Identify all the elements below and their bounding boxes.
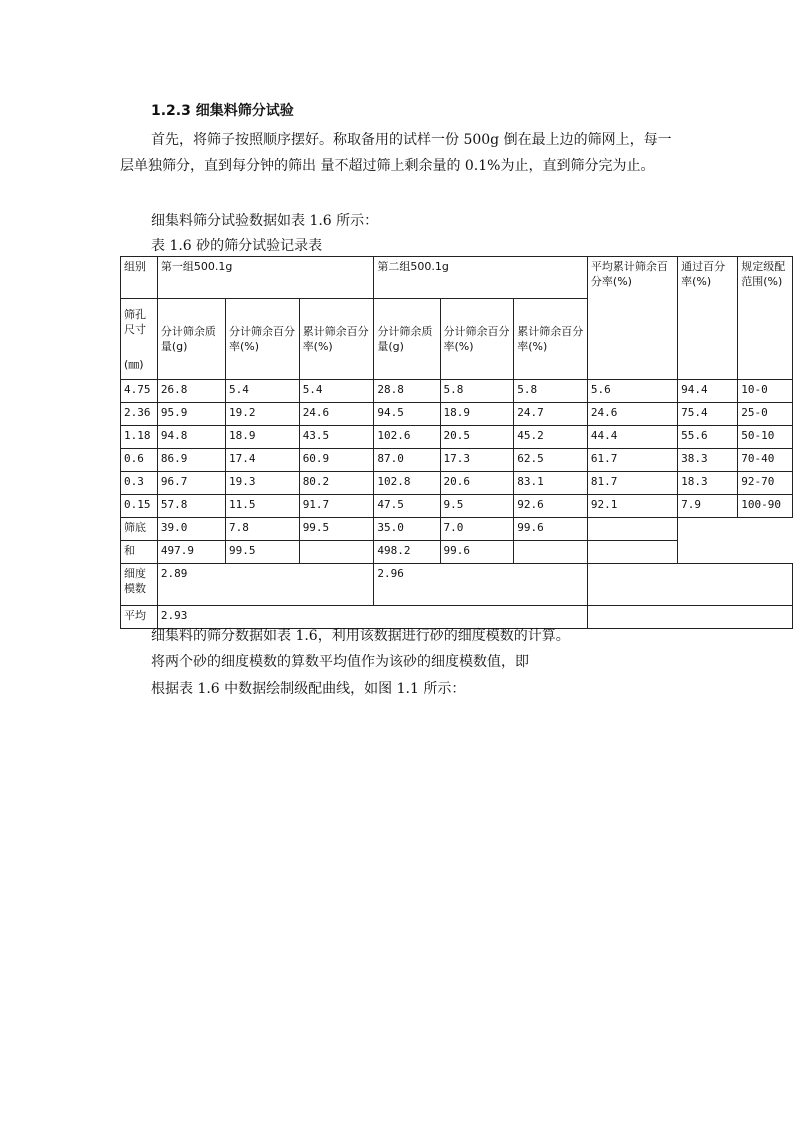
average-blank xyxy=(587,606,792,629)
mass1-cell: 26.8 xyxy=(157,380,225,403)
spec-range-cell: 70-40 xyxy=(738,449,793,472)
table-header-row xyxy=(121,257,793,299)
percent2-cell: 20.5 xyxy=(440,426,514,449)
avg-cumulative-cell: 44.4 xyxy=(587,426,677,449)
blank-area xyxy=(678,518,793,564)
average-label: 平均 xyxy=(121,606,158,629)
sieve-bottom-row xyxy=(121,518,793,541)
sieve-size-cell: 0.6 xyxy=(121,449,158,472)
passing-percent-cell: 7.9 xyxy=(678,495,738,518)
percent2-cell: 7.0 xyxy=(440,518,514,541)
passing-percent-cell: 75.4 xyxy=(678,403,738,426)
percent2-cell: 20.6 xyxy=(440,472,514,495)
avg-cumulative-cell xyxy=(587,541,677,564)
avg-cumulative-cell: 61.7 xyxy=(587,449,677,472)
percent1-cell: 5.4 xyxy=(225,380,299,403)
table-row xyxy=(121,449,793,472)
fineness-blank xyxy=(587,564,792,606)
cumulative1-cell: 24.6 xyxy=(299,403,374,426)
cumulative2-cell: 5.8 xyxy=(514,380,588,403)
avg-cumulative-cell: 92.1 xyxy=(587,495,677,518)
fineness-group2: 2.96 xyxy=(374,564,588,606)
passing-percent-cell: 18.3 xyxy=(678,472,738,495)
cumulative2-cell xyxy=(514,541,588,564)
mass2-cell: 498.2 xyxy=(374,541,440,564)
table-intro-line: 细集料筛分试验数据如表 1.6 所示： xyxy=(151,213,379,229)
percent1-cell: 11.5 xyxy=(225,495,299,518)
spec-range-cell: 50-10 xyxy=(738,426,793,449)
mass2-cell: 94.5 xyxy=(374,403,440,426)
sieve-size-cell: 1.18 xyxy=(121,426,158,449)
cumulative2-cell: 45.2 xyxy=(514,426,588,449)
percent1-cell: 19.3 xyxy=(225,472,299,495)
spec-range-cell: 92-70 xyxy=(738,472,793,495)
after-line-3: 根据表 1.6 中数据绘制级配曲线，如图 1.1 所示： xyxy=(151,681,466,697)
passing-percent-cell: 38.3 xyxy=(678,449,738,472)
cumulative2-cell: 99.6 xyxy=(514,518,588,541)
cumulative1-cell: 5.4 xyxy=(299,380,374,403)
intro-paragraph: 首先，将筛子按照顺序摆好。称取备用的试样一份 500g 倒在最上边的筛网上，每一层单独筛分，直到每分钟的筛出 量不超过筛上剩余量的 0.1%为止，直到筛分完为止。 xyxy=(120,132,672,174)
sieve-size-cell: 0.15 xyxy=(121,495,158,518)
sieve-size-label-cell xyxy=(121,299,158,380)
mass1-cell: 497.9 xyxy=(157,541,225,564)
avg-cumulative-header: 平均累计筛余百分率(%) xyxy=(587,257,677,380)
after-line-1: 细集料的筛分数据如表 1.6，利用该数据进行砂的细度模数的计算。 xyxy=(151,628,570,644)
table-row xyxy=(121,495,793,518)
passing-percent-cell: 55.6 xyxy=(678,426,738,449)
percent1-cell: 99.5 xyxy=(225,541,299,564)
percent1-cell: 18.9 xyxy=(225,426,299,449)
percent2-cell: 5.8 xyxy=(440,380,514,403)
mass1-cell: 86.9 xyxy=(157,449,225,472)
cumulative2-cell: 92.6 xyxy=(514,495,588,518)
mass2-cell: 28.8 xyxy=(374,380,440,403)
passing-percent-cell: 94.4 xyxy=(678,380,738,403)
fineness-row xyxy=(121,564,793,606)
percent2-cell: 18.9 xyxy=(440,403,514,426)
sub-header-mass-2: 分计筛余质量(g) xyxy=(374,299,440,380)
percent2-cell: 17.3 xyxy=(440,449,514,472)
sieve-bottom-label: 筛底 xyxy=(121,518,158,541)
fineness-label: 细度模数 xyxy=(121,564,158,606)
percent1-cell: 17.4 xyxy=(225,449,299,472)
cumulative2-cell: 62.5 xyxy=(514,449,588,472)
sieve-analysis-table xyxy=(120,256,793,629)
mass1-cell: 94.8 xyxy=(157,426,225,449)
spec-range-cell: 100-90 xyxy=(738,495,793,518)
spec-range-cell: 25-0 xyxy=(738,403,793,426)
table-row xyxy=(121,426,793,449)
avg-cumulative-cell: 24.6 xyxy=(587,403,677,426)
mass1-cell: 57.8 xyxy=(157,495,225,518)
cumulative1-cell: 60.9 xyxy=(299,449,374,472)
cumulative2-cell: 24.7 xyxy=(514,403,588,426)
mass2-cell: 35.0 xyxy=(374,518,440,541)
mass2-cell: 47.5 xyxy=(374,495,440,518)
cumulative1-cell: 99.5 xyxy=(299,518,374,541)
sieve-size-cell: 2.36 xyxy=(121,403,158,426)
table-row xyxy=(121,380,793,403)
fineness-group1: 2.89 xyxy=(157,564,373,606)
mass2-cell: 87.0 xyxy=(374,449,440,472)
group1-header: 第一组500.1g xyxy=(157,257,373,299)
table-row xyxy=(121,403,793,426)
cumulative1-cell xyxy=(299,541,374,564)
table-caption: 表 1.6 砂的筛分试验记录表 xyxy=(151,238,323,254)
passing-percent-header: 通过百分率(%) xyxy=(678,257,738,380)
percent2-cell: 9.5 xyxy=(440,495,514,518)
percent1-cell: 7.8 xyxy=(225,518,299,541)
sub-header-cumulative-2: 累计筛余百分率(%) xyxy=(514,299,588,380)
cumulative1-cell: 91.7 xyxy=(299,495,374,518)
after-line-2: 将两个砂的细度模数的算数平均值作为该砂的细度模数值，即 xyxy=(151,654,529,670)
cumulative1-cell: 43.5 xyxy=(299,426,374,449)
section-heading: 1.2.3 细集料筛分试验 xyxy=(151,103,294,119)
avg-cumulative-cell: 81.7 xyxy=(587,472,677,495)
avg-cumulative-cell xyxy=(587,518,677,541)
sub-header-percent-2: 分计筛余百分率(%) xyxy=(440,299,514,380)
table-row xyxy=(121,472,793,495)
mass2-cell: 102.8 xyxy=(374,472,440,495)
sub-header-mass-1: 分计筛余质量(g) xyxy=(157,299,225,380)
mass1-cell: 95.9 xyxy=(157,403,225,426)
group-label-cell: 组别 xyxy=(121,257,158,299)
sieve-size-cell: 0.3 xyxy=(121,472,158,495)
sum-label: 和 xyxy=(121,541,158,564)
spec-range-cell: 10-0 xyxy=(738,380,793,403)
sieve-size-label-line1: 筛孔 xyxy=(124,308,146,321)
percent1-cell: 19.2 xyxy=(225,403,299,426)
average-value: 2.93 xyxy=(157,606,587,629)
avg-cumulative-cell: 5.6 xyxy=(587,380,677,403)
mass2-cell: 102.6 xyxy=(374,426,440,449)
spec-range-header: 规定级配范围(%) xyxy=(738,257,793,380)
cumulative1-cell: 80.2 xyxy=(299,472,374,495)
sieve-size-label-line2: 尺寸 xyxy=(124,323,146,336)
group2-header: 第二组500.1g xyxy=(374,257,588,299)
sieve-size-unit: (㎜) xyxy=(124,358,144,371)
sieve-size-cell: 4.75 xyxy=(121,380,158,403)
sub-header-percent-1: 分计筛余百分率(%) xyxy=(225,299,299,380)
mass1-cell: 39.0 xyxy=(157,518,225,541)
mass1-cell: 96.7 xyxy=(157,472,225,495)
cumulative2-cell: 83.1 xyxy=(514,472,588,495)
sub-header-cumulative-1: 累计筛余百分率(%) xyxy=(299,299,374,380)
percent2-cell: 99.6 xyxy=(440,541,514,564)
